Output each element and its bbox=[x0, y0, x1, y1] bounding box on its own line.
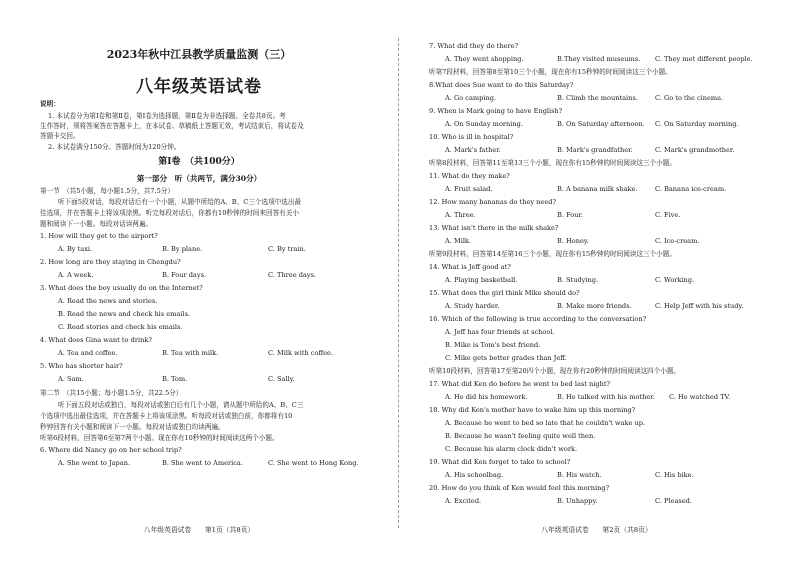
option: B. Make more friends. bbox=[557, 302, 632, 310]
option: C. Working. bbox=[655, 276, 695, 284]
option: A. Excited. bbox=[445, 497, 482, 505]
question-16: 16. Which of the following is true according to the conversation? bbox=[429, 315, 647, 323]
option: A. Sam. bbox=[58, 375, 84, 383]
question-18: 18. Why did Ken's mother have to wake him up this morning? bbox=[429, 406, 636, 414]
question-1: 1. How will they get to the airport? bbox=[40, 232, 158, 240]
option: A. He did his homework. bbox=[445, 393, 528, 401]
question-11: 11. What do they make? bbox=[429, 172, 510, 180]
option: A. Playing basketball. bbox=[445, 276, 518, 284]
option: C. Pleased. bbox=[655, 497, 692, 505]
option: A. Milk. bbox=[445, 237, 472, 245]
part-heading: 第一部分 听（共两节，满分30分） bbox=[136, 174, 262, 183]
option: B. Mark's grandfather. bbox=[557, 146, 633, 154]
question-10: 10. Who is ill in hospital? bbox=[429, 133, 514, 141]
option: A. On Sunday morning. bbox=[445, 120, 523, 128]
question-3: 3. What does the boy usually do on the Internet? bbox=[40, 284, 203, 292]
option: B. He talked with his mother. bbox=[557, 393, 655, 401]
question-9: 9. When is Mark going to have English? bbox=[429, 107, 563, 115]
option: C. Three days. bbox=[268, 271, 317, 279]
option: B. Tea with milk. bbox=[162, 349, 219, 357]
question-6: 6. Where did Nancy go on her school trip? bbox=[40, 446, 182, 454]
option: C. He watched TV. bbox=[669, 393, 731, 401]
section2-desc: 个选项中选出最佳选项，并在答题卡上将该项涂黑。听每段对话或独白前，你都将有10 bbox=[40, 412, 293, 420]
section1-heading: 第一节 （共5小题，每小题1.5分，共7.5分） bbox=[40, 187, 174, 195]
option: C. Five. bbox=[655, 211, 681, 219]
option: B. Tom. bbox=[162, 375, 188, 383]
option: C. Sally. bbox=[268, 375, 295, 383]
question-19: 19. What did Ken forget to take to school? bbox=[429, 458, 571, 466]
exam-subtitle: 八年级英语试卷 bbox=[136, 77, 262, 97]
option: A. Jeff has four friends at school. bbox=[445, 328, 555, 336]
instruction: 听第9段材料，回答第14至第16三个小题，现在你有15秒钟的时间阅读这三个小题。 bbox=[429, 250, 676, 258]
exam-title: 2023年秋中江县教学质量监测（三） bbox=[106, 48, 292, 61]
option: B. By plane. bbox=[162, 245, 203, 253]
option: A. Because he went to bed so late that he couldn't wake up. bbox=[445, 419, 646, 427]
section2-heading: 第二节 （共15小题；每小题1.5分，共22.5分） bbox=[40, 389, 183, 397]
option: A. Go camping. bbox=[445, 94, 497, 102]
option: B. Four days. bbox=[162, 271, 207, 279]
option: A. Read the news and stories. bbox=[58, 297, 158, 305]
option: A. By taxi. bbox=[58, 245, 93, 253]
note-line: 生作答时，须将答案答在答题卡上，在本试卷、草稿纸上答题无效，考试结束后，将试卷及 bbox=[40, 122, 304, 130]
option: A. Mark's father. bbox=[445, 146, 501, 154]
option: A. She went to Japan. bbox=[58, 459, 131, 467]
option: C. Ice-cream. bbox=[655, 237, 700, 245]
question-7: 7. What did they do there? bbox=[429, 42, 519, 50]
option: C. Milk with coffee. bbox=[268, 349, 334, 357]
option: A. Study harder. bbox=[445, 302, 500, 310]
option: B. Mike is Tom's best friend. bbox=[445, 341, 541, 349]
question-13: 13. What isn't there in the milk shake? bbox=[429, 224, 559, 232]
notes-heading: 说明： bbox=[40, 100, 60, 108]
question-5: 5. Who has shorter hair? bbox=[40, 362, 123, 370]
right-page bbox=[399, 0, 794, 561]
question-2: 2. How long are they staying in Chengdu? bbox=[40, 258, 181, 266]
option: B. Climb the mountains. bbox=[557, 94, 638, 102]
question-12: 12. How many bananas do they need? bbox=[429, 198, 556, 206]
note-line: 2. 本试卷满分150分。答题时间为120分钟。 bbox=[48, 143, 181, 151]
section2-desc: 秒钟回答有关小题和阅读下一小题。每段对话或独白均读两遍。 bbox=[40, 423, 225, 431]
question-17: 17. What did Ken do before he went to bed last night? bbox=[429, 380, 611, 388]
question-4: 4. What does Gina want to drink? bbox=[40, 336, 152, 344]
option: C. Banana ice-cream. bbox=[655, 185, 727, 193]
section1-desc: 听下面5段对话，每段对话后有一个小题，从题中所给的A、B、C三个选项中选出最 bbox=[58, 198, 302, 206]
option: B. Four. bbox=[557, 211, 583, 219]
option: C. Mark's grandmother. bbox=[655, 146, 735, 154]
option: B.They visited museums. bbox=[557, 55, 641, 63]
volume-heading: 第Ⅰ卷 （共100分） bbox=[158, 157, 240, 167]
option: B. A banana milk shake. bbox=[557, 185, 638, 193]
option: B. She went to America. bbox=[162, 459, 243, 467]
option: C. Go to the cinema. bbox=[655, 94, 724, 102]
note-line: 答题卡交回。 bbox=[40, 132, 80, 140]
section1-desc: 题和阅读下一小题。每段对话读两遍。 bbox=[40, 220, 153, 228]
option: A. Fruit salad. bbox=[445, 185, 493, 193]
instruction: 听第10段材料，回答第17至第20四个小题，现在你有20秒钟的时间阅读这四个小题。 bbox=[429, 367, 681, 375]
option: C. She went to Hong Kong. bbox=[268, 459, 359, 467]
option: A. They went shopping. bbox=[445, 55, 524, 63]
option: B. Read the news and check his emails. bbox=[58, 310, 191, 318]
section1-desc: 佳选项，并在答题卡上将该项涂黑。听完每段对话后，你都有10秒钟的时间来回答有关小 bbox=[40, 209, 299, 217]
option: C. Read stories and check his emails. bbox=[58, 323, 183, 331]
option: A. Tea and coffee. bbox=[58, 349, 118, 357]
page-footer: 八年级英语试卷 第1页（共8页） bbox=[143, 526, 255, 534]
option: B. Because he wasn't feeling quite well then. bbox=[445, 432, 596, 440]
section2-desc: 听下面五段对话或独白，每段对话或独白后有几个小题，请从题中所给的A、B、C三 bbox=[58, 401, 304, 409]
question-15: 15. What does the girl think Mike should do? bbox=[429, 289, 580, 297]
option: C. His bike. bbox=[655, 471, 694, 479]
question-8: 8.What does Sue want to do this Saturday? bbox=[429, 81, 574, 89]
option: B. His watch. bbox=[557, 471, 602, 479]
option: A. His schoolbag. bbox=[445, 471, 504, 479]
option: B. Honey. bbox=[557, 237, 589, 245]
option: B. Studying. bbox=[557, 276, 599, 284]
section2-desc: 听第6段材料，回答第6至第7两个小题。现在你有10秒钟的时间阅读这两个小题。 bbox=[40, 434, 279, 442]
instruction: 听第7段材料，回答第8至第10三个小题，现在你有15秒钟的时间阅读这三个小题。 bbox=[429, 68, 672, 76]
question-20: 20. How do you think of Ken would feel this morning? bbox=[429, 484, 610, 492]
option: C. By train. bbox=[268, 245, 306, 253]
option: C. Help Jeff with his study. bbox=[655, 302, 744, 310]
option: B. Unhappy. bbox=[557, 497, 598, 505]
option: A. A week. bbox=[58, 271, 94, 279]
question-14: 14. What is Jeff good at? bbox=[429, 263, 511, 271]
option: C. Because his alarm clock didn't work. bbox=[445, 445, 578, 453]
page-footer: 八年级英语试卷 第2页（共8页） bbox=[541, 526, 652, 534]
option: C. On Saturday morning. bbox=[655, 120, 739, 128]
option: A. Three. bbox=[445, 211, 476, 219]
option: B. On Saturday afternoon. bbox=[557, 120, 645, 128]
instruction: 听第8段材料，回答第11至第13三个小题，现在你有15秒钟的时间阅读这三个小题。 bbox=[429, 159, 676, 167]
note-line: 1. 本试卷分为第Ⅰ卷和第Ⅱ卷，第Ⅰ卷为选择题，第Ⅱ卷为非选择题。全卷共8页。考 bbox=[48, 112, 286, 120]
option: C. They met different people. bbox=[655, 55, 753, 63]
option: C. Mike gets better grades than Jeff. bbox=[445, 354, 567, 362]
